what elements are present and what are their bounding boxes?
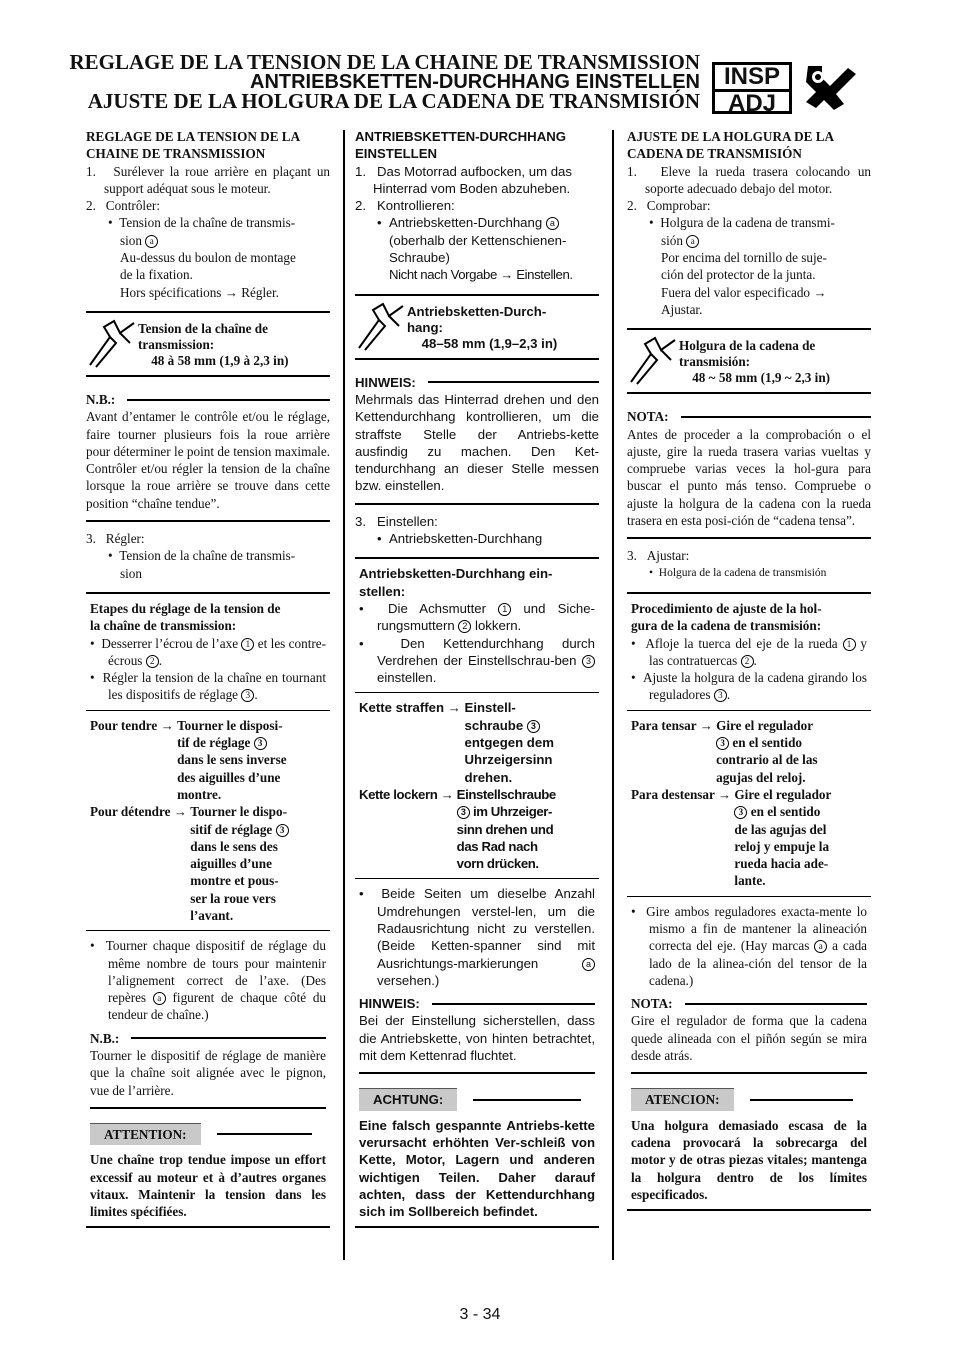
- note-header: NOTA:: [631, 995, 867, 1012]
- header-title-fr: REGLAGE DE LA TENSION DE LA CHAINE DE TRANSMISSION: [69, 50, 700, 74]
- procedure-bullet: • Desserrer l’écrou de l’axe 1 et les contre-écrous 2 .: [90, 635, 326, 668]
- procedure-bullet: • Afloje la tuerca del eje de la rueda 1 y las contratuercas 2 .: [631, 635, 867, 668]
- section-title: REGLAGE DE LA TENSION DE LA CHAINE DE TRANSMISSION: [86, 129, 301, 162]
- divider: [631, 1072, 867, 1074]
- divider: [627, 537, 871, 539]
- marker-a: a: [145, 235, 158, 248]
- loosen-row: Para destensar → Gire el regulador 3 en el sentido de las agujas del reloj y empuje la rueda hacia ade- lante.: [631, 786, 832, 889]
- spec-text: Tension de la chaîne de transmission: 48 à 58 mm (1,9 à 2,3 in): [138, 320, 289, 368]
- caution-text: Une chaîne trop tendue impose un effort excessif au moteur et à d’autres organes vitaux. Maintenir la tension dans les limites spécifiées.: [90, 1152, 326, 1220]
- procedure-bullet: • Régler la tension de la chaîne en tournant les dispositifs de réglage 3 .: [90, 670, 326, 703]
- spec-box: [86, 311, 330, 377]
- column-divider: [612, 130, 614, 1260]
- step-3: 3. Régler:: [86, 531, 145, 547]
- badge-adj: ADJ: [727, 90, 776, 117]
- check-description: Au-dessus du boulon de montage de la fixation. Hors spécifications → Régler.: [120, 250, 296, 300]
- note-text: Mehrmals das Hinterrad drehen und den Kettendurchhang kontrollieren, um die straffste Stelle der Antriebs-kette ausfindig zu machen. Den Ket-tendurchhang an dieser Stelle messen bzw. einstellen.: [355, 391, 599, 494]
- divider: [90, 1107, 326, 1109]
- procedure-title: Antriebsketten-Durchhang ein- stellen:: [359, 566, 553, 599]
- loosen-row: Kette lockern → Einstellschraube 3 im Uhrzeiger- sinn drehen und das Rad nach vorn drücken.: [359, 786, 556, 872]
- procedure-box: [627, 592, 871, 1211]
- header-title-es: AJUSTE DE LA HOLGURA DE LA CADENA DE TRANSMISIÓN: [87, 89, 700, 113]
- loosen-row: Pour détendre → Tourner le dispo- sitif de réglage 3 dans le sens des aiguilles d’une montre et pous- ser la roue vers l’avant.: [90, 804, 287, 923]
- column-french: [86, 128, 330, 1228]
- column-spanish: [627, 128, 871, 1211]
- note-header: N.B.:: [90, 1030, 326, 1047]
- header-title-de: ANTRIEBSKETTEN-DURCHHANG EINSTELLEN: [250, 71, 700, 93]
- insp-adj-badge: [712, 62, 792, 117]
- step-3: 3. Einstellen:: [355, 513, 438, 529]
- check-item: • Holgura de la cadena de transmi- sión a: [649, 215, 835, 248]
- step-2: 2. Kontrollieren:: [355, 198, 455, 214]
- note-header: HINWEIS:: [359, 995, 595, 1012]
- step-3: 3. Ajustar:: [627, 548, 690, 564]
- procedure-box: [86, 592, 330, 1229]
- section-title: AJUSTE DE LA HOLGURA DE LA CADENA DE TRANSMISIÓN: [627, 129, 835, 162]
- check-description: (oberhalb der Kettenschienen- Schraube) Nicht nach Vorgabe → Einstellen.: [389, 232, 573, 283]
- procedure-bullet: • Gire ambos reguladores exacta-mente lo mismo a fin de mantener la alineación correcta del eje. (Hay marcas a a cada lado de la alinea-ción del tensor de la cadena.): [631, 903, 868, 988]
- spec-text: Holgura de la cadena de transmisión: 48 ~ 58 mm (1,9 ~ 2,3 in): [679, 338, 831, 386]
- procedure-bullet: • Die Achsmutter 1 und Siche-rungsmuttern 2 lokkern.: [359, 600, 595, 634]
- adjust-item: • Antriebsketten-Durchhang: [377, 531, 543, 547]
- step-2: 2. Contrôler:: [86, 198, 160, 214]
- tighten-row: Kette straffen → Einstell- schraube 3 entgegen dem Uhrzeigersinn drehen.: [359, 700, 554, 785]
- procedure-title: Procedimiento de ajuste de la hol- gura de la cadena de transmisión:: [631, 600, 822, 634]
- divider: [359, 1072, 595, 1074]
- note-text: Tourner le dispositif de réglage de manière que la chaîne soit alignée avec le pignon, vue de l’arrière.: [90, 1048, 326, 1098]
- step-2: 2. Comprobar:: [627, 198, 711, 214]
- step-1: 1. Das Motorrad aufbocken, um das Hinterrad vom Boden abzuheben.: [355, 163, 572, 196]
- procedure-box: [355, 557, 599, 1228]
- caution-text: Eine falsch gespannte Antriebs-kette verursacht erhöhten Ver-schleiß von Kette, Motor, Lagern und anderen wichtigen Teilen. Daher darauf achten, dass der Kettendurchhang sich im Sollbereich befindet.: [359, 1117, 595, 1220]
- adjust-item: • Tension de la chaîne de transmis- sion: [108, 548, 296, 581]
- tighten-row: Pour tendre → Tourner le disposi- tif de réglage 3 dans le sens inverse des aiguilles d’une montre.: [90, 717, 287, 802]
- step-1: 1. Eleve la rueda trasera colocando un soporte adecuado debajo del motor.: [627, 163, 872, 196]
- procedure-bullet: • Ajuste la holgura de la cadena girando los reguladores 3 .: [631, 670, 867, 703]
- step-1: 1. Surélever la roue arrière en plaçant un support adéquat sous le moteur.: [86, 163, 331, 196]
- spec-box: [627, 328, 871, 394]
- adjust-item: • Holgura de la cadena de transmisión: [649, 566, 827, 579]
- note-text: Bei der Einstellung sicherstellen, dass die Antriebskette, von hinten betrachtet, mit dem Kettenrad fluchtet.: [359, 1013, 595, 1064]
- note-header: HINWEIS:: [355, 374, 599, 391]
- caution-text: Una holgura demasiado escasa de la cadena provocará la sobrecarga del motor y de otras piezas vitales; mantenga la holgura dentro de los límites especificados.: [631, 1117, 867, 1202]
- caution-header: ACHTUNG:: [359, 1088, 595, 1110]
- column-divider: [343, 130, 345, 1260]
- caution-header: ATENCION:: [631, 1088, 867, 1110]
- divider: [355, 503, 599, 505]
- wrench-tool-icon: [800, 62, 860, 114]
- marker-a: a: [686, 235, 699, 248]
- procedure-bullet: • Tourner chaque dispositif de réglage du même nombre de tours pour maintenir l’alignement correct de l’axe. (Des repères a figurent de chaque côté du tendeur de chaîne.): [90, 938, 327, 1023]
- page-number: 3 - 34: [459, 1306, 501, 1323]
- check-item: • Antriebsketten-Durchhang a: [355, 214, 599, 231]
- tighten-row: Para tensar → Gire el regulador 3 en el sentido contrario al de las agujas del reloj.: [631, 717, 818, 785]
- note-text: Avant d’entamer le contrôle et/ou le réglage, faire tourner plusieurs fois la roue arrière pour déterminer le point de tension maximale. Contrôler et/ou régler la tension de la chaîne lorsque la roue arrière se trouve dans cette position “chaîne tendue”.: [86, 409, 330, 511]
- section-title: ANTRIEBSKETTEN-DURCHHANG EINSTELLEN: [355, 129, 566, 162]
- wrench-spec-icon: [627, 336, 679, 386]
- divider: [86, 520, 330, 522]
- badge-insp: INSP: [715, 65, 789, 92]
- note-header: NOTA:: [627, 408, 871, 425]
- procedure-title: Etapes du réglage de la tension de la chaîne de transmission:: [90, 600, 281, 634]
- procedure-bullet: • Den Kettendurchhang durch Verdrehen der Einstellschrau-ben 3 einstellen.: [359, 635, 595, 686]
- note-text: Antes de proceder a la comprobación o el ajuste, gire la rueda trasera varias vueltas y compruebe varias veces la hol-gura para buscar el punto más tenso. Compruebe o ajuste la holgura de la cadena con la rueda trasera en esta posi-ción de “cadena tensa”.: [627, 426, 871, 529]
- wrench-spec-icon: [86, 319, 138, 369]
- note-text: Gire el regulador de forma que la cadena quede alineada con el piñón según se mira desde atrás.: [631, 1013, 867, 1064]
- procedure-bullet: • Beide Seiten um dieselbe Anzahl Umdrehungen verstel-len, um die Radausrichtung nicht zu verstellen. (Beide Ketten-spanner sind mit Ausrichtungs-markierungen a versehen.): [359, 886, 595, 988]
- check-description: Por encima del tornillo de suje- ción del protector de la junta. Fuera del valor especificado → Ajustar.: [661, 250, 827, 317]
- column-german: [355, 128, 599, 1228]
- marker-a: a: [546, 217, 559, 230]
- spec-box: [355, 294, 599, 360]
- caution-header: ATTENTION:: [90, 1123, 326, 1145]
- note-header: N.B.:: [86, 391, 330, 408]
- spec-text: Antriebsketten-Durch- hang: 48–58 mm (1,9–2,3 in): [407, 303, 558, 351]
- check-item: • Tension de la chaîne de transmis- sion a: [108, 215, 296, 248]
- wrench-spec-icon: [355, 302, 407, 352]
